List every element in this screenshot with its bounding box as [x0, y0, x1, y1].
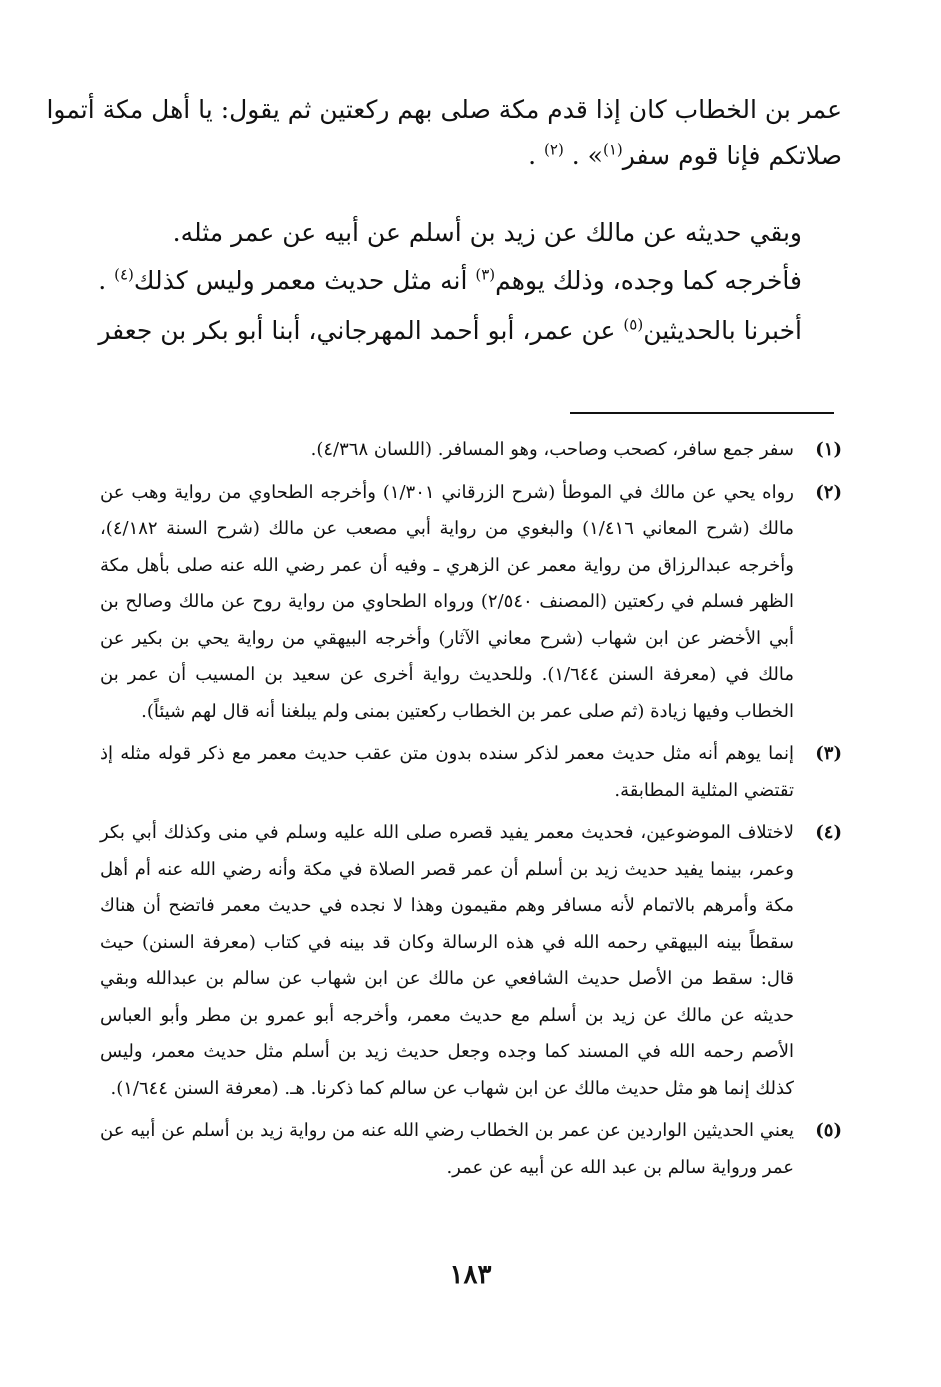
footnote	[100, 475, 842, 731]
text-run: .	[528, 141, 537, 170]
main-text-line	[173, 218, 802, 247]
footnote-text: إنما يوهم أنه مثل حديث معمر لذكر سنده بدون متن عقب حديث معمر مع ذكر قوله مثله إذ تقتضي المثلية المطابقة.	[100, 743, 794, 801]
footnote-ref[interactable]: (٣)	[475, 265, 496, 284]
text-run: عن عمر، أبو أحمد المهرجاني، أبنا أبو بكر بن جعفر	[98, 316, 616, 345]
text-run: .	[98, 266, 107, 295]
footnote-ref[interactable]: (٥)	[623, 315, 644, 334]
footnote-ref[interactable]: (٢)	[544, 140, 564, 159]
footnote-number: (٢)	[815, 481, 842, 503]
footnote-number: (٤)	[815, 822, 842, 843]
footnote-separator	[570, 412, 834, 414]
footnote	[100, 1113, 842, 1186]
footnote-text: لاختلاف الموضوعين، فحديث معمر يفيد قصره صلى الله عليه وسلم في منى وكذلك أبي بكر وعمر، بينما يفيد حديث زيد بن أسلم أن عمر قصر الصلاة في مكة وأنه رضي الله عنه أم أهل مكة وأمرهم بالاتمام لأنه مسافر وهم مقيمون وهذا لا نجده في حديث معمر فاتضح أن هناك سقطاً بينه البيهقي رحمه الله في هذه الرسالة وكان قد بينه في كتاب (معرفة السنن) حيث قال: سقط من الأصل حديث الشافعي عن مالك عن ابن شهاب عن سالم بن عبدالله وبقي حديثه عن مالك عن زيد بن أسلم مع حديث معمر، وأخرجه أبو عمرو بن مطر وأبو العباس الأصم رحمه الله في المسند كما وجده وجعل حديث زيد بن أسلم مثل حديث معمر، وليس كذلك إنما هو مثل حديث مالك عن ابن شهاب عن سالم كما ذكرنا. هـ. (معرفة السنن ١/٦٤٤).	[100, 822, 794, 1099]
main-text-line	[46, 95, 842, 124]
text-run: وبقي حديثه عن مالك عن زيد بن أسلم عن أبيه عن عمر مثله.	[172, 218, 802, 247]
text-run: صلاتكم فإنا قوم سفر	[622, 141, 842, 170]
footnote-number: (٣)	[815, 743, 842, 764]
text-run: أنه مثل حديث معمر وليس كذلك	[133, 266, 468, 295]
text-run: فأخرجه كما وجده، وذلك يوهم	[495, 266, 802, 295]
text-run: عمر بن الخطاب كان إذا قدم مكة صلى بهم ركعتين ثم يقول: يا أهل مكة أتموا	[46, 95, 842, 124]
footnote-number: (١)	[815, 439, 842, 460]
main-text-line	[98, 316, 802, 345]
footnote-text: سفر جمع سافر، كصحب وصاحب، وهو المسافر. (اللسان ٤/٣٦٨).	[310, 439, 794, 460]
footnote-text: يعني الحديثين الواردين عن عمر بن الخطاب رضي الله عنه من رواية زيد بن أسلم عن أبيه عن عمر ورواية سالم بن عبد الله عن أبيه عن عمر.	[100, 1120, 794, 1178]
footnote	[100, 815, 842, 1107]
page-number: ١٨٣	[449, 1260, 492, 1290]
main-text-line	[98, 266, 802, 295]
footnote	[100, 432, 842, 469]
footnote-ref[interactable]: (٤)	[114, 265, 134, 284]
text-run: أخبرنا بالحديثين	[643, 316, 802, 345]
footnote-text: رواه يحي عن مالك في الموطأ (شرح الزرقاني ١/٣٠١) وأخرجه الطحاوي من رواية وهب عن مالك (شرح المعاني ١/٤١٦) والبغوي من رواية أبي مصعب عن مالك (شرح السنة ٤/١٨٢)، وأخرجه عبدالرزاق من رواية معمر عن الزهري ـ وفيه أن عمر رضي الله عنه صلى بأهل مكة الظهر فسلم في ركعتين (المصنف ٢/٥٤٠) ورواه الطحاوي من رواية روح عن مالك وصالح بن أبي الأخضر عن ابن شهاب (شرح معاني الآثار) وأخرجه البيهقي من رواية يحي بن بكير عن مالك في (معرفة السنن ١/٦٤٤). وللحديث رواية أخرى عن سعيد بن المسيب أن عمر بن الخطاب وفيها زيادة (ثم صلى عمر بن الخطاب ركعتين بمنى ولم يبلغنا أنه قال لهم شيئاً).	[100, 481, 794, 722]
text-run: » .	[571, 141, 603, 170]
main-text-line	[528, 141, 842, 170]
footnote-number: (٥)	[815, 1120, 842, 1141]
footnote	[100, 736, 842, 809]
footnote-ref[interactable]: (١)	[602, 140, 623, 159]
footnotes	[100, 432, 842, 1192]
